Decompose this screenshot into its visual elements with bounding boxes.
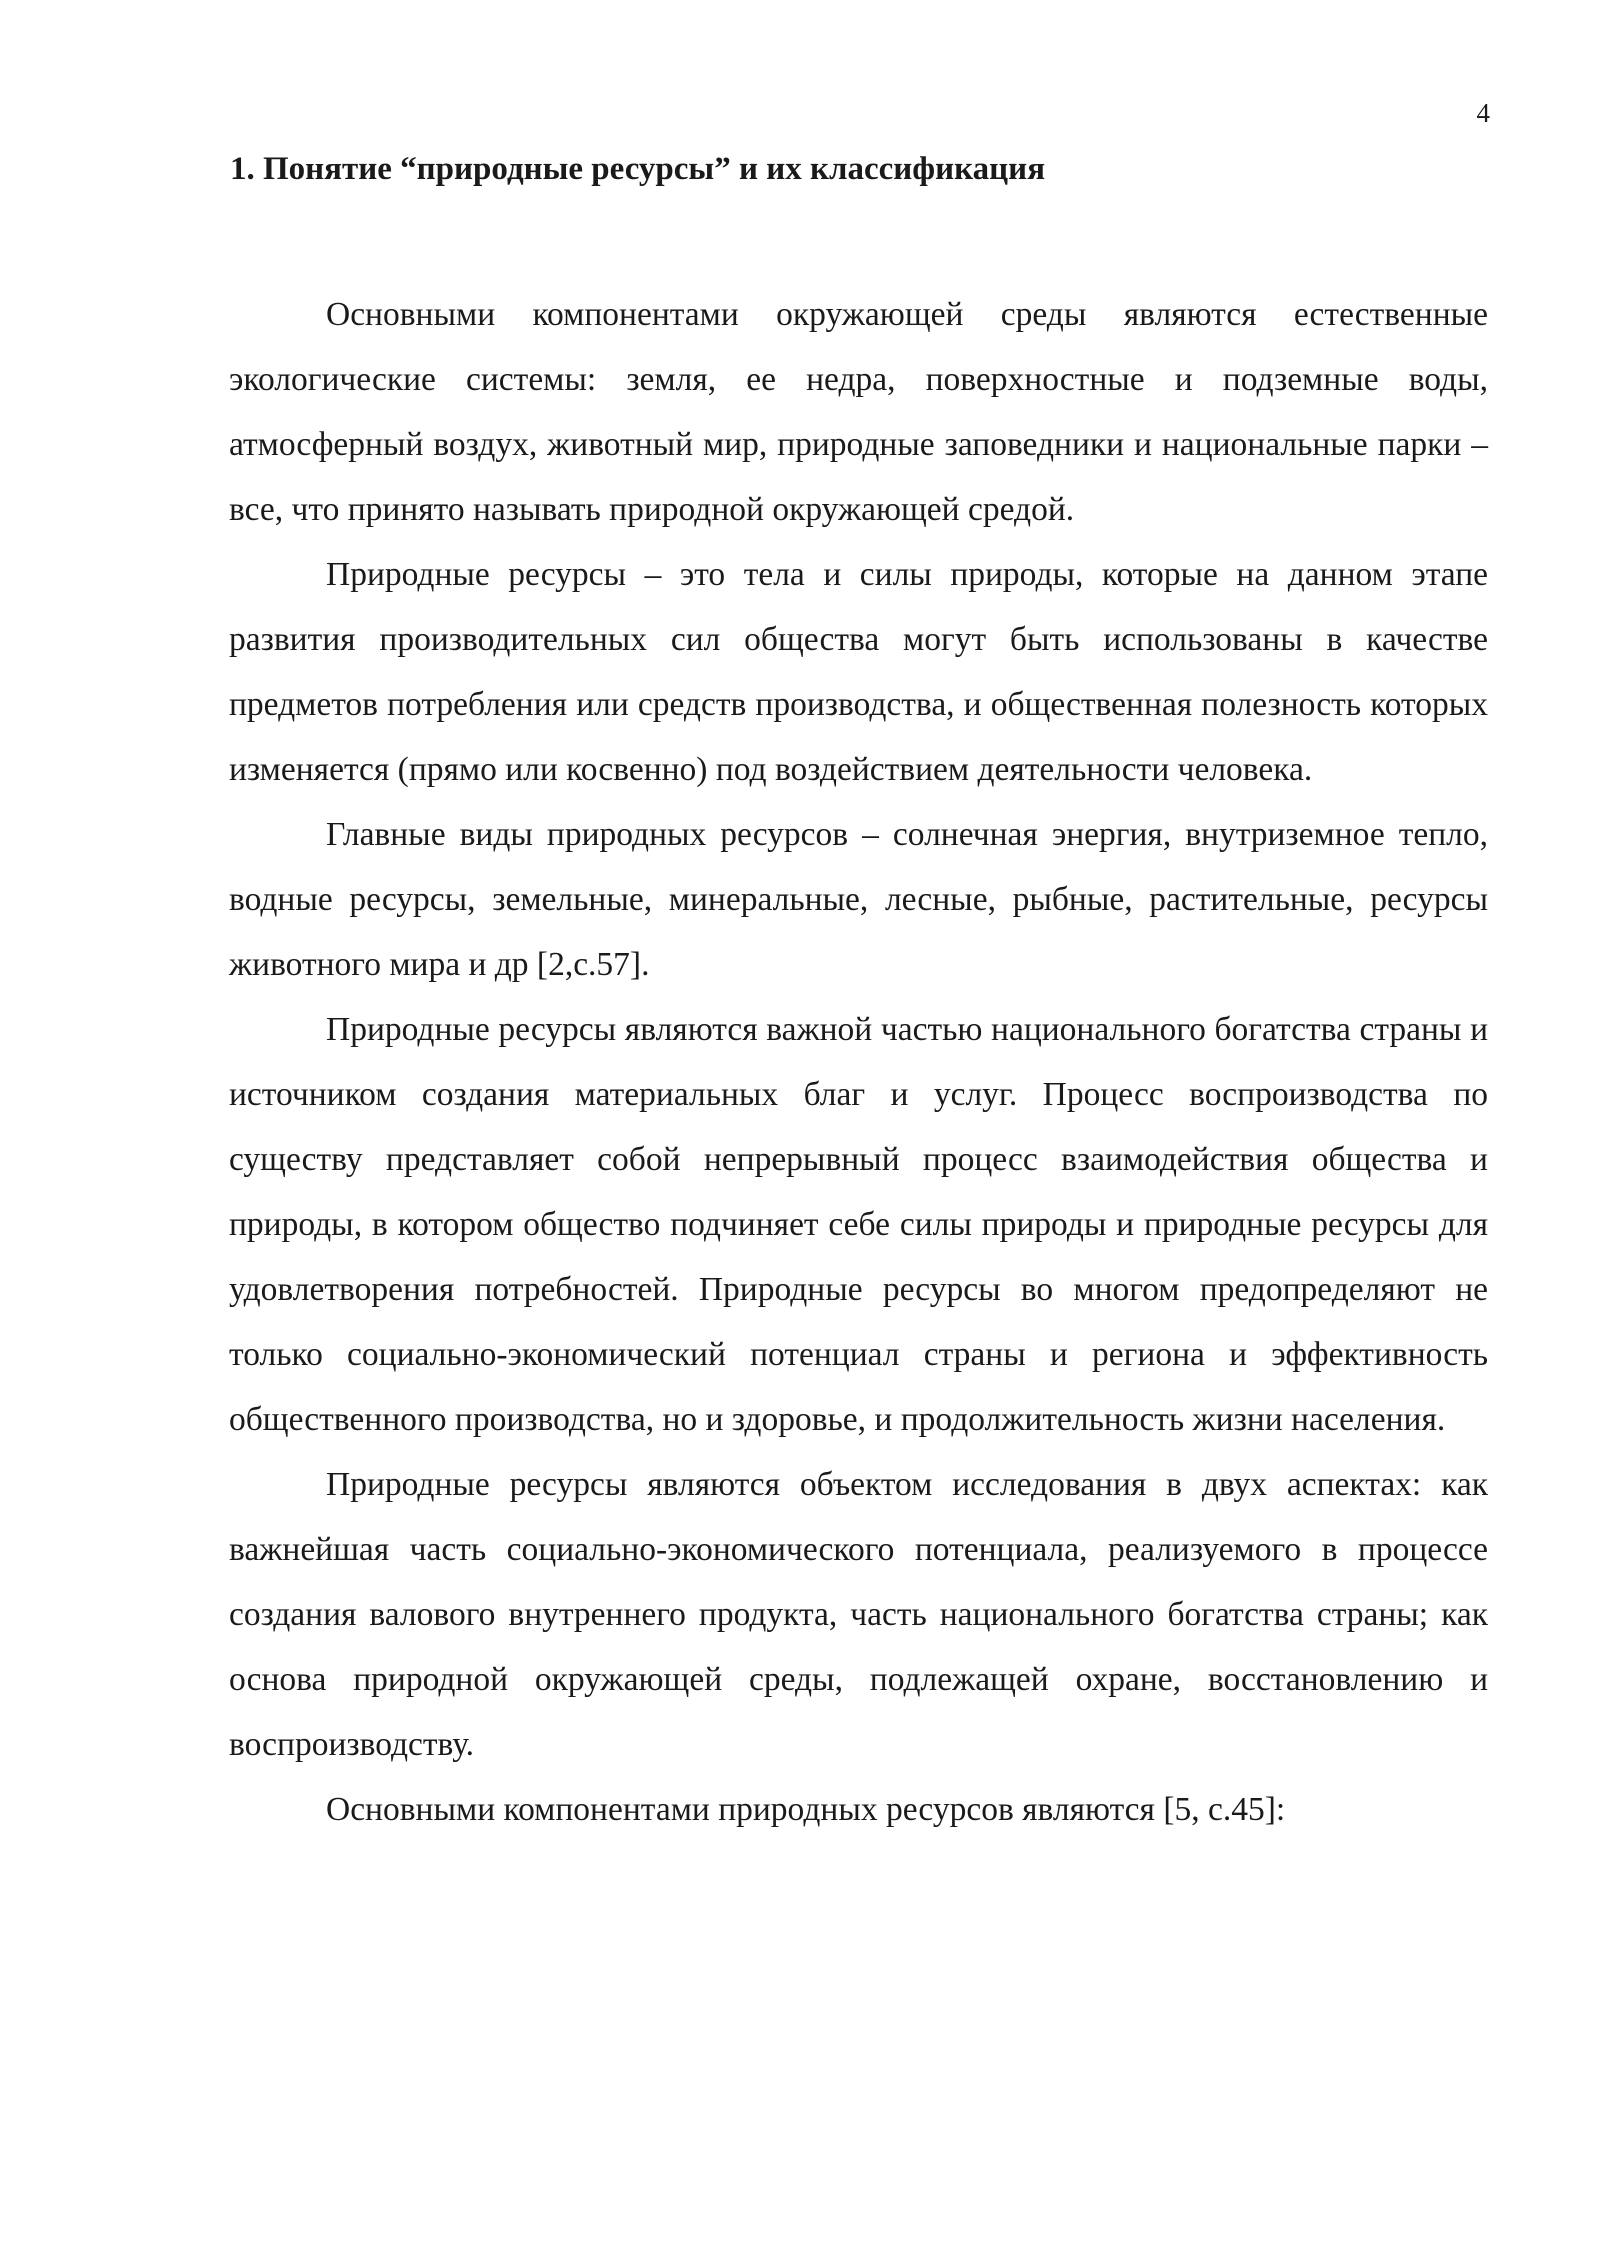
paragraph: Природные ресурсы являются важной частью национального богатства страны и источником создания материальных благ и услуг. Процесс воспроизводства по существу представляет собой непрерывный процесс взаимодействия общества и природы, в котором общество подчиняет себе силы природы и природные ресурсы для удовлетворения потребностей. Природные ресурсы во многом предопределяют не только социально-экономический потенциал страны и региона и эффективность общественного производства, но и здоровье, и продолжительность жизни населения.: [229, 1011, 1488, 1438]
paragraph: Основными компонентами окружающей среды являются естественные экологические системы: земля, ее недра, поверхностные и подземные воды, атмосферный воздух, животный мир, природные заповедники и национальные парки – все, что принято называть природной окружающей средой.: [229, 296, 1488, 528]
paragraph: Природные ресурсы являются объектом исследования в двух аспектах: как важнейшая часть социально-экономического потенциала, реализуемого в процессе создания валового внутреннего продукта, часть национального богатства страны; как основа природной окружающей среды, подлежащей охране, восстановлению и воспроизводству.: [229, 1466, 1488, 1763]
paragraph: Главные виды природных ресурсов – солнечная энергия, внутриземное тепло, водные ресурсы, земельные, минеральные, лесные, рыбные, растительные, ресурсы животного мира и др [2,с.57].: [229, 816, 1488, 983]
body-text: [229, 282, 1488, 1842]
paragraph: Основными компонентами природных ресурсов являются [5, с.45]:: [326, 1791, 1286, 1828]
page-number: 4: [1476, 98, 1490, 128]
paragraph: Природные ресурсы – это тела и силы природы, которые на данном этапе развития производительных сил общества могут быть использованы в качестве предметов потребления или средств производства, и общественная полезность которых изменяется (прямо или косвенно) под воздействием деятельности человека.: [229, 556, 1488, 788]
section-heading: 1. Понятие “природные ресурсы” и их классификация: [230, 151, 1046, 187]
